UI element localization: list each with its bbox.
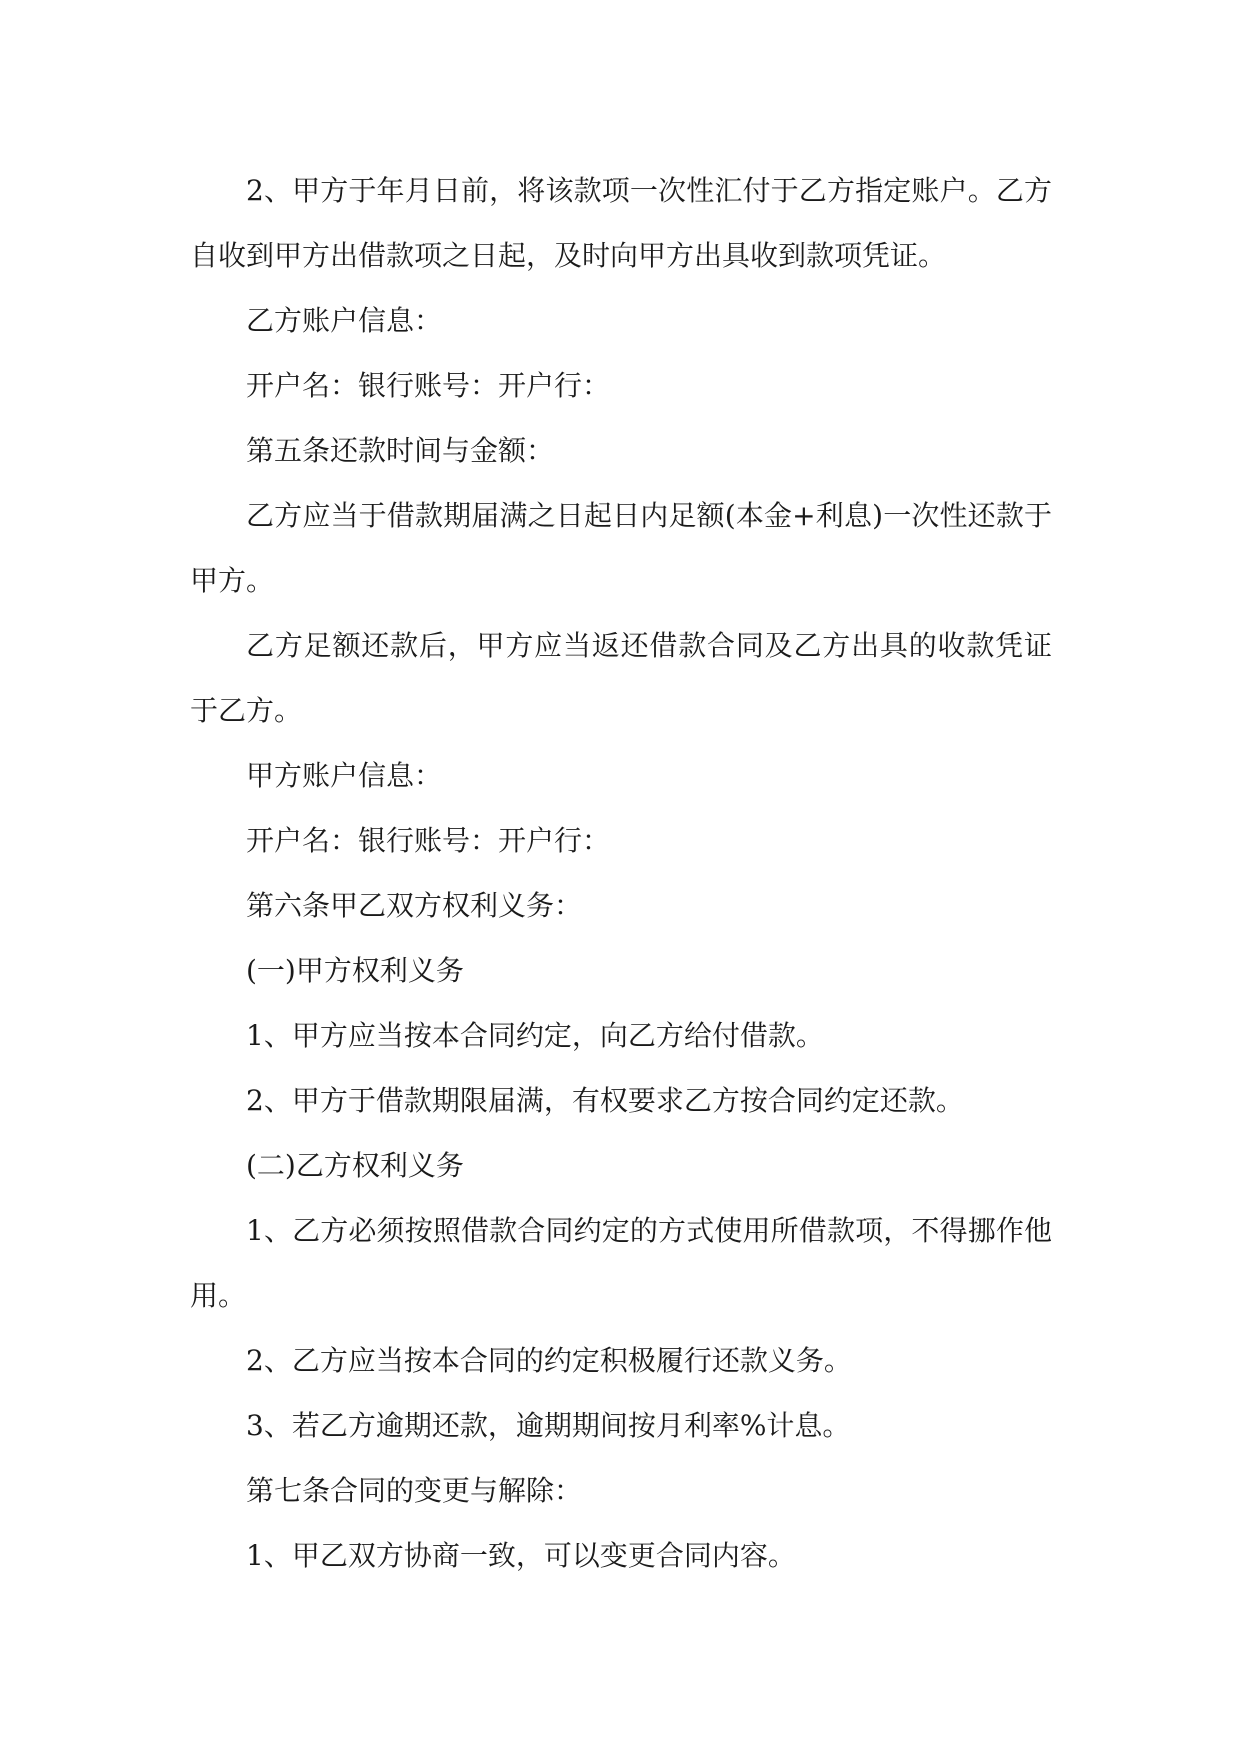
paragraph-party-a-duty-2: 2、甲方于借款期限届满，有权要求乙方按合同约定还款。 xyxy=(246,1084,964,1117)
paragraph-party-b-rights-heading: (二)乙方权利义务 xyxy=(246,1149,464,1182)
paragraph-payment-transfer: 2、甲方于年月日前，将该款项一次性汇付于乙方指定账户。乙方自收到甲方出借款项之日起，及时向甲方出具收到款项凭证。 xyxy=(190,174,1052,272)
paragraph-article-5-heading: 第五条还款时间与金额： xyxy=(246,434,555,467)
paragraph-party-b-duty-2: 2、乙方应当按本合同的约定积极履行还款义务。 xyxy=(246,1344,852,1377)
paragraph-party-b-account-fields: 开户名：银行账号：开户行： xyxy=(246,369,611,402)
paragraph-party-a-account-fields: 开户名：银行账号：开户行： xyxy=(246,824,611,857)
paragraph-party-b-duty-1: 1、乙方必须按照借款合同约定的方式使用所借款项，不得挪作他用。 xyxy=(190,1214,1052,1312)
paragraph-return-documents: 乙方足额还款后，甲方应当返还借款合同及乙方出具的收款凭证于乙方。 xyxy=(190,629,1052,727)
paragraph-party-a-account-heading: 甲方账户信息： xyxy=(246,759,443,792)
paragraph-article-6-heading: 第六条甲乙双方权利义务： xyxy=(246,889,583,922)
paragraph-party-b-account-heading: 乙方账户信息： xyxy=(246,304,443,337)
paragraph-article-7-heading: 第七条合同的变更与解除： xyxy=(246,1474,583,1507)
paragraph-party-a-rights-heading: (一)甲方权利义务 xyxy=(246,954,464,987)
paragraph-repayment-terms: 乙方应当于借款期届满之日起日内足额(本金+利息)一次性还款于甲方。 xyxy=(190,499,1052,597)
document-body xyxy=(190,158,1052,1588)
paragraph-contract-change-1: 1、甲乙双方协商一致，可以变更合同内容。 xyxy=(246,1539,796,1572)
paragraph-party-a-duty-1: 1、甲方应当按本合同约定，向乙方给付借款。 xyxy=(246,1019,824,1052)
paragraph-party-b-duty-3: 3、若乙方逾期还款，逾期期间按月利率%计息。 xyxy=(246,1409,851,1442)
